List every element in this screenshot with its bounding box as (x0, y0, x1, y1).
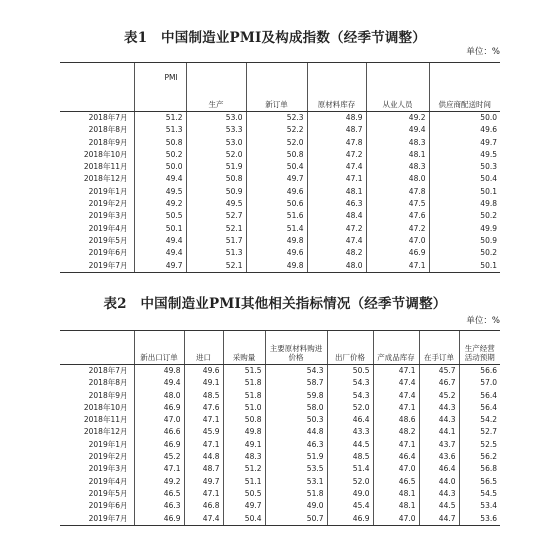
table2-cell: 46.9 (134, 439, 184, 451)
table2-cell: 47.1 (184, 439, 223, 451)
table2-cell: 50.8 (223, 414, 265, 426)
table1-cell: 47.8 (366, 186, 429, 198)
table1-row-label: 2019年7月 (60, 260, 134, 273)
table2-cell: 58.0 (265, 402, 327, 414)
table1-cell: 50.2 (134, 149, 186, 161)
table1-cell: 51.9 (186, 161, 246, 173)
table1-cell: 52.0 (186, 149, 246, 161)
table2-cell: 48.1 (373, 500, 419, 512)
table2-row (60, 390, 500, 402)
table2-cell: 53.6 (459, 513, 500, 526)
table1-cell: 49.2 (366, 112, 429, 125)
table2-row (60, 439, 500, 451)
table2-cell: 58.7 (265, 377, 327, 389)
table1-row-label: 2018年12月 (83, 174, 128, 184)
table2-row-label: 2019年5月 (88, 488, 128, 498)
table2-row (60, 365, 500, 378)
table2-header: 生产经营活动预期 (459, 331, 500, 365)
table1 (60, 62, 500, 273)
table1-cell: 51.7 (186, 235, 246, 247)
table2-row (60, 426, 500, 438)
table1-cell: 52.0 (246, 137, 307, 149)
table1-row (60, 173, 500, 185)
table1-cell: 49.7 (429, 137, 500, 149)
table1-cell: 50.9 (429, 235, 500, 247)
table2-row-label: 2019年4月 (88, 476, 128, 486)
table1-cell: 51.2 (134, 112, 186, 125)
table1-header-row (60, 63, 500, 112)
table2-cell: 53.1 (265, 476, 327, 488)
table2-cell: 49.0 (327, 488, 373, 500)
table1-cell: 47.5 (366, 198, 429, 210)
table2-cell: 52.5 (459, 439, 500, 451)
table2-cell: 47.4 (373, 390, 419, 402)
table1-header: 新订单 (246, 63, 307, 112)
table1-cell: 48.4 (307, 210, 366, 222)
table1-cell: 50.5 (134, 210, 186, 222)
table2-row (60, 463, 500, 475)
table2-row-label: 2018年8月 (88, 378, 128, 388)
table1-header: 供应商配送时间 (429, 63, 500, 112)
table1-cell: 48.3 (366, 137, 429, 149)
table1-cell: 47.0 (366, 235, 429, 247)
table2-cell: 47.6 (184, 402, 223, 414)
table1-cell: 52.2 (246, 124, 307, 136)
table2-cell: 47.0 (134, 414, 184, 426)
table1-cell: 50.0 (134, 161, 186, 173)
table1-cell: 50.8 (246, 149, 307, 161)
table2-cell: 46.9 (134, 513, 184, 526)
table2-cell: 46.7 (419, 377, 459, 389)
table2-cell: 52.7 (459, 426, 500, 438)
table2-cell: 45.4 (327, 500, 373, 512)
table2-cell: 50.4 (223, 513, 265, 526)
table2-cell: 47.0 (373, 513, 419, 526)
table1-cell: 49.5 (134, 186, 186, 198)
table2-row-label: 2019年2月 (88, 452, 128, 462)
table1-cell: 50.2 (429, 247, 500, 259)
table2-cell: 43.3 (327, 426, 373, 438)
table1-cell: 50.8 (134, 137, 186, 149)
table2-row (60, 377, 500, 389)
table2-cell: 46.9 (327, 513, 373, 526)
table2-header: 新出口订单 (134, 331, 184, 365)
table2-cell: 54.3 (327, 390, 373, 402)
table2-cell: 49.4 (134, 377, 184, 389)
table1-row-label: 2019年3月 (88, 211, 128, 221)
table1-cell: 48.0 (307, 260, 366, 273)
table2-cell: 44.3 (419, 402, 459, 414)
table2-row-label: 2018年10月 (83, 402, 128, 412)
table2-cell: 43.7 (419, 439, 459, 451)
table2-cell: 56.4 (459, 402, 500, 414)
table2-cell: 46.5 (134, 488, 184, 500)
table2-cell: 49.7 (223, 500, 265, 512)
table1-row (60, 210, 500, 222)
table1-cell: 49.8 (429, 198, 500, 210)
table1-row (60, 161, 500, 173)
table2-cell: 46.4 (327, 414, 373, 426)
table1-cell: 48.9 (307, 112, 366, 125)
table1-row (60, 260, 500, 273)
table1-cell: 49.6 (429, 124, 500, 136)
table2-header: 采购量 (223, 331, 265, 365)
table2-cell: 54.3 (265, 365, 327, 378)
table1-cell: 50.0 (429, 112, 500, 125)
table2-cell: 48.6 (373, 414, 419, 426)
table2-cell: 47.1 (373, 439, 419, 451)
table2-cell: 51.5 (223, 365, 265, 378)
table2-cell: 59.8 (265, 390, 327, 402)
table2 (60, 330, 500, 526)
table2-cell: 49.8 (223, 426, 265, 438)
table2-cell: 46.3 (265, 439, 327, 451)
table1-row-label: 2018年11月 (83, 162, 128, 172)
table1-cell: 50.9 (186, 186, 246, 198)
table2-cell: 51.2 (223, 463, 265, 475)
table2-cell: 46.4 (373, 451, 419, 463)
table2-cell: 46.9 (134, 402, 184, 414)
table2-cell: 44.8 (265, 426, 327, 438)
table1-cell: 49.6 (246, 186, 307, 198)
table2-row (60, 513, 500, 526)
table1-cell: 50.6 (246, 198, 307, 210)
table2-header: 出厂价格 (327, 331, 373, 365)
table2-cell: 45.2 (419, 390, 459, 402)
table2-cell: 47.4 (373, 377, 419, 389)
table2-cell: 45.9 (184, 426, 223, 438)
table2-cell: 51.8 (265, 488, 327, 500)
table1-row (60, 124, 500, 136)
table1-row-label: 2018年7月 (88, 113, 128, 122)
table1-cell: 49.5 (186, 198, 246, 210)
table1-cell: 50.1 (429, 260, 500, 273)
table2-cell: 47.0 (373, 463, 419, 475)
table1-cell: 47.2 (307, 223, 366, 235)
table2-cell: 46.6 (134, 426, 184, 438)
table1-cell: 51.6 (246, 210, 307, 222)
table1-cell: 46.9 (366, 247, 429, 259)
table1-cell: 50.3 (429, 161, 500, 173)
table2-cell: 54.2 (459, 414, 500, 426)
table2-cell: 56.2 (459, 451, 500, 463)
table2-cell: 46.3 (134, 500, 184, 512)
table1-cell: 51.4 (246, 223, 307, 235)
table1-title: 表1 中国制造业PMI及构成指数（经季节调整） (124, 30, 426, 46)
table2-cell: 48.0 (134, 390, 184, 402)
table2-row-label: 2018年11月 (83, 415, 128, 425)
table1-cell: 53.0 (186, 112, 246, 125)
table2-cell: 54.3 (327, 377, 373, 389)
table2-row (60, 488, 500, 500)
table1-row-label: 2018年9月 (88, 137, 128, 147)
table2-cell: 45.7 (419, 365, 459, 378)
table1-cell: 46.3 (307, 198, 366, 210)
table2-cell: 51.1 (223, 476, 265, 488)
table2-row-label: 2019年7月 (60, 513, 134, 526)
table1-row (60, 198, 500, 210)
table1-cell: 49.4 (134, 235, 186, 247)
table1-row-label: 2018年10月 (83, 149, 128, 159)
table2-cell: 49.0 (265, 500, 327, 512)
table1-cell: 49.2 (134, 198, 186, 210)
table2-unit: 单位：% (466, 316, 500, 326)
table2-row-label: 2018年9月 (88, 390, 128, 400)
table1-header: 从业人员 (366, 63, 429, 112)
table2-cell: 54.5 (459, 488, 500, 500)
table1-row-label: 2018年8月 (88, 125, 128, 135)
table2-row (60, 414, 500, 426)
table1-cell: 52.3 (246, 112, 307, 125)
table2-cell: 48.1 (373, 488, 419, 500)
table1-cell: 47.2 (366, 223, 429, 235)
table2-cell: 57.0 (459, 377, 500, 389)
table1-cell: 52.7 (186, 210, 246, 222)
table1-row (60, 247, 500, 259)
table2-header: 在手订单 (419, 331, 459, 365)
table2-cell: 46.5 (373, 476, 419, 488)
table2-row (60, 451, 500, 463)
table1-cell: 50.4 (246, 161, 307, 173)
table2-cell: 47.4 (184, 513, 223, 526)
table2-header-row (60, 331, 500, 365)
table2-header: 主要原材料购进价格 (265, 331, 327, 365)
table2-cell: 48.2 (373, 426, 419, 438)
table2-cell: 45.2 (134, 451, 184, 463)
table1-cell: 48.3 (366, 161, 429, 173)
table2-cell: 47.1 (373, 402, 419, 414)
table1-cell: 48.7 (307, 124, 366, 136)
table1-cell: 49.7 (134, 260, 186, 273)
table1-row-label: 2019年2月 (88, 199, 128, 209)
table2-header: 进口 (184, 331, 223, 365)
table2-cell: 48.3 (223, 451, 265, 463)
table1-row (60, 186, 500, 198)
table1-row-label: 2019年6月 (88, 248, 128, 258)
table1-cell: 52.1 (186, 223, 246, 235)
table2-cell: 56.4 (459, 390, 500, 402)
table1-cell: 47.1 (366, 260, 429, 273)
table2-cell: 44.5 (419, 500, 459, 512)
table2-cell: 49.7 (184, 476, 223, 488)
table1-row (60, 223, 500, 235)
table2-cell: 49.2 (134, 476, 184, 488)
table1-header: 原材料库存 (307, 63, 366, 112)
table1-cell: 49.4 (134, 247, 186, 259)
table2-cell: 51.8 (223, 390, 265, 402)
table2-cell: 51.9 (265, 451, 327, 463)
table2-cell: 48.5 (327, 451, 373, 463)
table2-cell: 44.3 (419, 488, 459, 500)
table1-cell: 50.1 (134, 223, 186, 235)
table2-cell: 53.4 (459, 500, 500, 512)
table1-cell: 49.4 (134, 173, 186, 185)
table2-cell: 44.1 (419, 426, 459, 438)
table1-cell: 49.6 (246, 247, 307, 259)
table1-cell: 49.5 (429, 149, 500, 161)
table1-cell: 48.1 (366, 149, 429, 161)
table2-cell: 46.4 (419, 463, 459, 475)
table2-cell: 50.5 (327, 365, 373, 378)
table2-cell: 48.5 (184, 390, 223, 402)
table1-cell: 50.2 (429, 210, 500, 222)
table2-cell: 51.4 (327, 463, 373, 475)
table2-cell: 44.3 (419, 414, 459, 426)
table2-row-label: 2019年6月 (88, 501, 128, 511)
table2-cell: 51.0 (223, 402, 265, 414)
table2-cell: 44.8 (184, 451, 223, 463)
table1-cell: 49.9 (429, 223, 500, 235)
table2-cell: 49.6 (184, 365, 223, 378)
table2-cell: 44.7 (419, 513, 459, 526)
table1-cell: 52.1 (186, 260, 246, 273)
table1-cell: 47.8 (307, 137, 366, 149)
table2-cell: 44.5 (327, 439, 373, 451)
table2-row (60, 476, 500, 488)
table2-corner-cell (60, 331, 134, 365)
table1-header: PMI (134, 63, 186, 112)
table2-cell: 43.6 (419, 451, 459, 463)
table2-cell: 52.0 (327, 476, 373, 488)
table2-cell: 51.8 (223, 377, 265, 389)
table1-unit: 单位：% (466, 47, 500, 57)
table2-cell: 46.8 (184, 500, 223, 512)
table1-cell: 47.1 (307, 173, 366, 185)
table1-row (60, 149, 500, 161)
table1-cell: 47.2 (307, 149, 366, 161)
table2-cell: 48.7 (184, 463, 223, 475)
table2-cell: 53.5 (265, 463, 327, 475)
table2-header: 产成品库存 (373, 331, 419, 365)
table1-cell: 50.8 (186, 173, 246, 185)
table1-cell: 47.4 (307, 161, 366, 173)
table2-row-label: 2019年3月 (88, 464, 128, 474)
table2-row (60, 500, 500, 512)
table1-cell: 49.8 (246, 235, 307, 247)
table2-cell: 50.5 (223, 488, 265, 500)
table2-cell: 49.1 (223, 439, 265, 451)
table2-cell: 56.6 (459, 365, 500, 378)
table2-cell: 47.1 (373, 365, 419, 378)
table2-cell: 44.0 (419, 476, 459, 488)
table1-cell: 51.3 (134, 124, 186, 136)
table1-cell: 47.6 (366, 210, 429, 222)
table1-row (60, 235, 500, 247)
table1-cell: 49.7 (246, 173, 307, 185)
table2-cell: 56.5 (459, 476, 500, 488)
table1-row-label: 2019年4月 (88, 223, 128, 233)
table1-row (60, 137, 500, 149)
table2-cell: 47.1 (184, 488, 223, 500)
table1-cell: 51.3 (186, 247, 246, 259)
table1-cell: 53.0 (186, 137, 246, 149)
table2-cell: 50.3 (265, 414, 327, 426)
table1-cell: 47.4 (307, 235, 366, 247)
table1-cell: 49.8 (246, 260, 307, 273)
table2-cell: 47.1 (134, 463, 184, 475)
table2-cell: 52.0 (327, 402, 373, 414)
table2-row-label: 2018年7月 (88, 366, 128, 375)
table2-row-label: 2019年1月 (88, 439, 128, 449)
table2-cell: 49.8 (134, 365, 184, 378)
table1-cell: 48.1 (307, 186, 366, 198)
table1-corner-cell (60, 63, 134, 112)
table2-row-label: 2018年12月 (83, 427, 128, 437)
table1-cell: 50.4 (429, 173, 500, 185)
table1-row-label: 2019年5月 (88, 235, 128, 245)
table1-row (60, 112, 500, 125)
table2-cell: 50.7 (265, 513, 327, 526)
table2-cell: 47.1 (184, 414, 223, 426)
table2-cell: 49.1 (184, 377, 223, 389)
table1-cell: 49.4 (366, 124, 429, 136)
table1-cell: 50.1 (429, 186, 500, 198)
table1-cell: 53.3 (186, 124, 246, 136)
table1-cell: 48.0 (366, 173, 429, 185)
table2-row (60, 402, 500, 414)
table2-title: 表2 中国制造业PMI其他相关指标情况（经季节调整） (103, 296, 447, 312)
table1-cell: 48.2 (307, 247, 366, 259)
table1-row-label: 2019年1月 (88, 186, 128, 196)
table1-header: 生产 (186, 63, 246, 112)
table2-cell: 56.8 (459, 463, 500, 475)
